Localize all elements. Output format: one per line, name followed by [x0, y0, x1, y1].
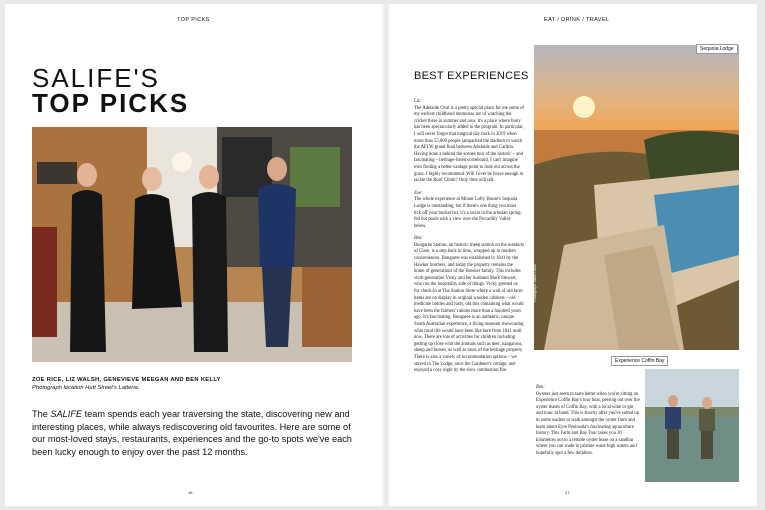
photo-tag-coffin-bay: Experience Coffin Bay: [611, 356, 668, 366]
sequoia-lodge-photo: [534, 45, 739, 350]
photo-tag-sequoia: Sequoia Lodge: [696, 44, 738, 54]
magazine-spread: [5, 4, 757, 506]
text-column-left: [414, 99, 524, 381]
title-line-2: TOP PICKS: [32, 88, 190, 118]
title-line-1: SALIFE'S: [32, 63, 160, 93]
entry-liz: Liz: The Adelaide Oval is a pretty special place for me some of my earliest childhood memories are of watching the cricket there in summer and now, it's a place where footy has been spectacularly added to the program. In particular, I will never forget that magical day back in 2019 when more than 55,000 people jampacked the stadium to watch the AFLW grand final between Adelaide and Carlton. Having done a behind the scenes tour of the historic – and fascinating – heritage-listed scoreboard, I can't imagine ever finding a better vantage point to look out across the grass. I highly recommend. Will I ever be brave enough to tackle the Roof Climb? Only time will tell.: [414, 99, 524, 184]
coffin-bay-photo: [645, 369, 739, 482]
running-head-right: EAT / DRINK / TRAVEL: [544, 17, 610, 23]
photo-caption: [32, 376, 362, 392]
entry-ben-coffin-bay: Ben: Oysters just seem to taste better when you're sitting on Experience Coffin Bay's tour boat, peering out over the oyster leases of Coffin Bay, with a local wine or gin and tonic in hand. This is shortly after you've suited up in some waders to walk amongst the oyster farm and learn about Eyre Peninsula's fascinating aquaculture history. This Farm and Bay Tour takes you 26 kilometres out to a remote oyster lease on a sandbar where you can wade in pristine waist-high waters and hopefully spot a few dolphins.: [536, 385, 640, 456]
spine-shadow: [381, 4, 391, 506]
text-column-right: [536, 385, 641, 464]
intro-text: team spends each year traversing the state, discovering new and interesting places, while always rediscovering old favourites. Here are some of our most-loved stays, restaurants, experiences and the go-to spots we've each been lucky enough to enjoy over the past 12 months.: [32, 409, 352, 457]
intro-prefix: The: [32, 409, 51, 419]
caption-names: ZOE RICE, LIZ WALSH, GENEVIEVE MEEGAN AND BEN KELLY: [32, 377, 221, 383]
intro-paragraph: [32, 408, 362, 458]
section-heading: BEST EXPERIENCES: [414, 70, 529, 82]
team-photo: [32, 127, 352, 362]
intro-brand: SALIFE: [50, 409, 83, 419]
entry-zoe: Zoe: The whole experience at Mount Lofty House's Sequoia Lodge is outstanding, but if there's one thing you must tick off your bucket list, it's a swim in the artesian spring-fed hot pools with a view over the Piccadilly Valley below.: [414, 190, 523, 229]
page-title: [32, 63, 190, 118]
page-number-left: 16: [188, 490, 193, 495]
running-head-left: TOP PICKS: [177, 17, 210, 23]
page-number-right: 17: [565, 490, 570, 495]
caption-location: Photograph location Hutt Street's Latteria.: [32, 385, 140, 391]
entry-ben-bungaree: Ben: Bungaree Station, an historic sheep station on the outskirts of Clare, is a step back in time, wrapped up in modern conveniences. Bungaree was established in 1841 by the Hawker brothers, and today the property remains the home of generations of the Hawker family. This includes sixth-generation Vicky and her husband Mark Stewart, who run the hospitality side of things. Vicky greeted us for check-in at The Station Store where a wall of old farm items are on display in original wooden cabinets – old medicine bottles and rusty, old tins containing what would have been the farmers' rations more than a hundred years ago. It's fascinating. Bungaree is an authentic, unique South Australian experience, a living museum showcasing what rural life would have been like here from 1841 until now. There are lots of activities for children including getting up close with the animals such as deer, kangaroos, sheep and horses, as well as tours of the heritage property. There is also a variety of accommodation options – we stayed in The Lodge, once the Gardener's cottage, and enjoyed a cosy night by the slow combustion fire.: [414, 236, 525, 374]
photo-credit: Photograph Julian Cebo: [533, 264, 537, 302]
